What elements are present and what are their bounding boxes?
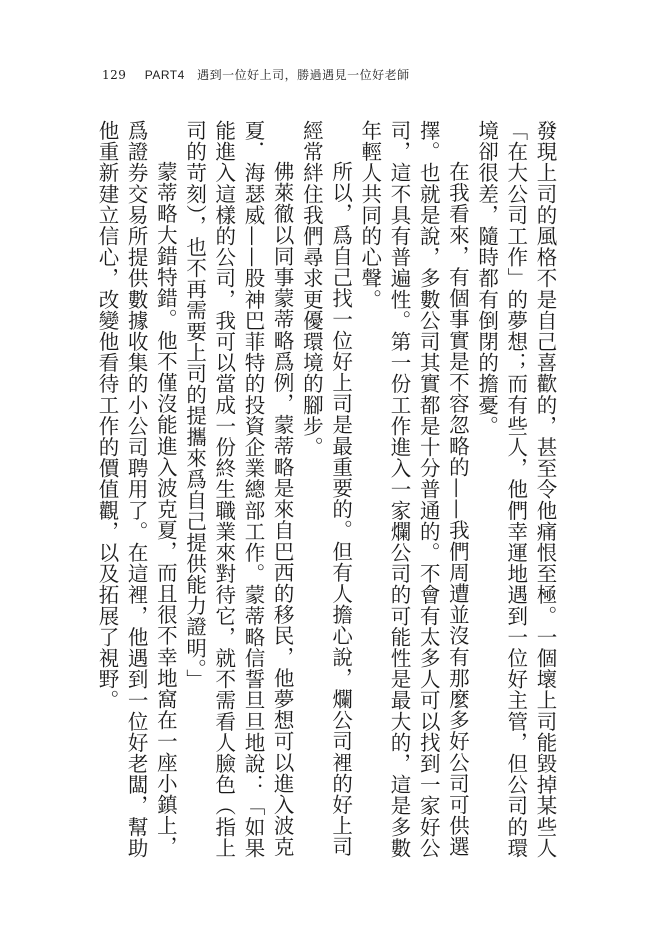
- paragraph: 發現上司的風格不是自己喜歡的，甚至令他痛恨至極。一個壞上司能毀掉某些人「在大公司工作」的夢想；而有些人，他們幸運地遇到一位好主管，但公司的環境卻很差，隨時都有倒閉的擔憂。: [474, 120, 557, 859]
- part-label: PART4: [144, 68, 185, 82]
- running-header: [102, 66, 410, 83]
- paragraph: 所以，爲自己找一位好上司是最重要的。但有人擔心說，爛公司裡的好上司經常絆住我們尋求更優環境的腳步。: [299, 120, 353, 858]
- page-number: 129: [102, 68, 127, 82]
- body-text: [92, 120, 559, 860]
- chapter-title: 遇到一位好上司，勝過遇見一位好老師: [197, 68, 410, 82]
- paragraph: 在我看來，有個事實是不容忽略的——我們周遭並沒有那麼多好公司可供選擇。也就是說，多數公司其實都是十分普通的。不會有太多人可以找到一家好公司，這不具有普遍性。第一份工作進入一家爛公司的可能性是最大的，這是多數年輕人共同的心聲。: [357, 120, 470, 859]
- paragraph: 佛萊徹以同事蒙蒂略爲例，蒙蒂略是來自巴西的移民，他夢想可以進入波克夏．海瑟威——股神巴菲特的投資企業總部工作。蒙蒂略信誓旦旦地說：「如果能進入這樣的公司，我可以當成一份終生職業來對待它，就不需看人臉色（指上司的苛刻），也不再需要上司的提攜來爲自己提供能力證明。」: [182, 120, 295, 859]
- paragraph: 蒙蒂略大錯特錯。他不僅沒能進入波克夏，而且很不幸地窩在一座小鎮上，爲證券交易所提供數據收集的小公司聘用了。在這裡，他遇到一位好老闆，幫助他重新建立信心，改變他看待工作的價值觀，以及拓展了視野。: [94, 120, 178, 859]
